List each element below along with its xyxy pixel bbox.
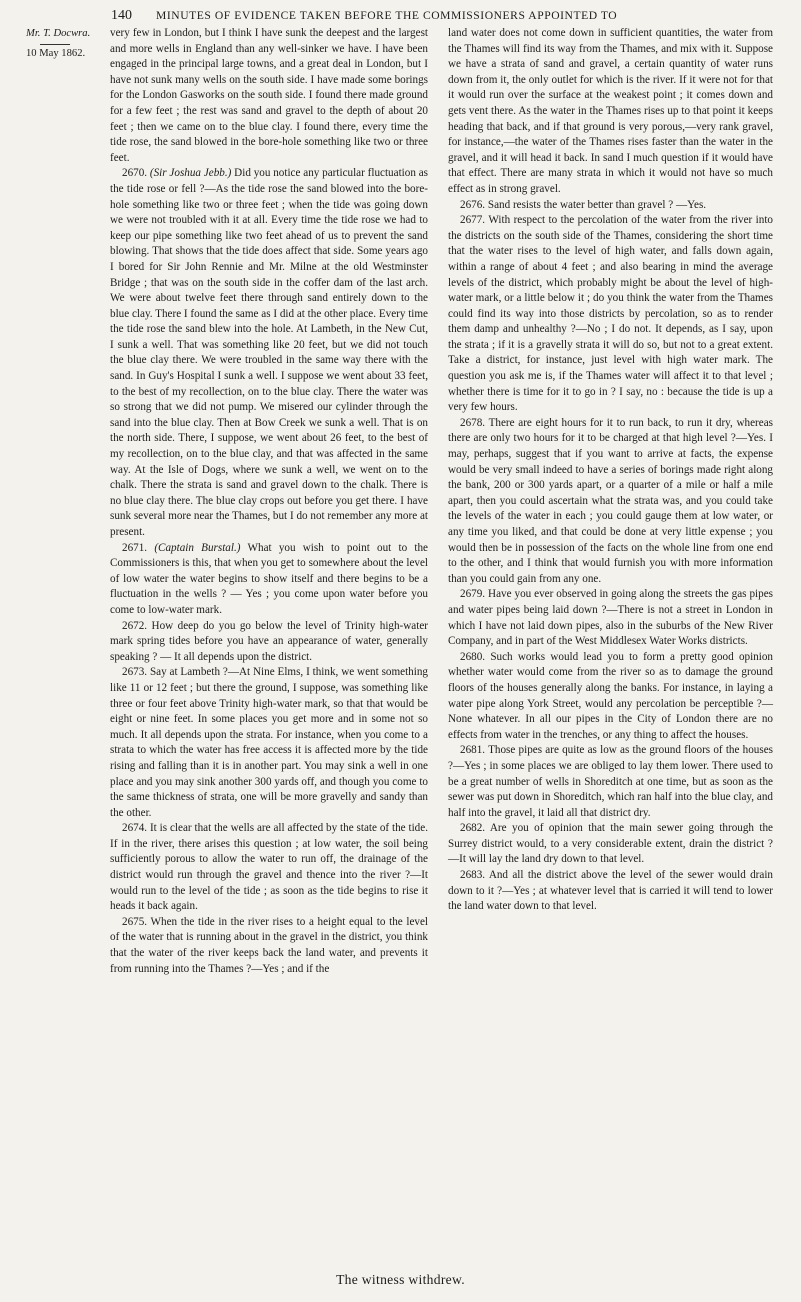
paragraph-text: Such works would lead you to form a pretty good opinion whether water would come from the river so as to damage the ground floors of the houses generally along the banks. For instance, in laying a water pipe along York Street, would any percolation be perceptible ?—None whatever. In all our pipes in the City of London there are no effects from water in the trenches, or any thing to affect the houses. — [448, 650, 773, 741]
question-number: 2679. — [460, 588, 486, 601]
evidence-paragraph — [448, 650, 773, 744]
left-column — [110, 26, 428, 977]
sidenote-date: 10 May 1862. — [26, 48, 86, 59]
paragraph-text: It is clear that the wells are all affected by the state of the tide. If in the river, there arises this question ; at low water, the soil being sufficiently porous to allow the water to run off, the drainage of the district would run through the gravel and thence into the river ?—It would run to the level of the tide ; as soon as the tide begins to rise it heads it back again. — [110, 822, 428, 913]
paragraph-text: Have you ever observed in going along the streets the gas pipes and water pipes being laid down ?—There is not a street in London in which I have not laid down pipes, also in the suburbs of the New River Company, and in part of the West Middlesex Water Works districts. — [448, 588, 773, 648]
evidence-paragraph — [448, 743, 773, 821]
question-number: 2674. — [122, 822, 148, 835]
speaker-name: (Captain Burstal.) — [154, 541, 241, 554]
question-number: 2680. — [460, 650, 486, 663]
question-number: 2681. — [460, 744, 486, 757]
paragraph-text: very few in London, but I think I have sunk the deepest and the largest and more wells in England than any well-sinker we have. I have been engaged in the principal large towns, and a great deal in London, but I have not sunk many wells on the south side. I have made some borings for the London Gasworks on the south side. I found there made ground for a few feet ; the rest was sand and gravel to the depth of about 20 feet ; then we came on to the blue clay. I found there, every time the tide rose, the sand blowed in the bore-hole something like two or three feet. — [110, 27, 428, 164]
question-number: 2673. — [122, 666, 148, 679]
paragraph-text: How deep do you go below the level of Trinity high-water mark spring tides before you have an appearance of water, generally speaking ? — It all depends upon the district. — [110, 619, 428, 663]
paragraph-text: land water does not come down in sufficient quantities, the water from the Thames will find its way from the Thames, and mix with it. Suppose we have a strata of sand and gravel, a certain quantity of water runs down from it, the only outlet for which is the river. If it were not for that it would run over the surface at the weakest point ; it comes down and gets vent there. As the water in the Thames rises up to that point it keeps heading that back, and if that ground is very porous,—very rank gravel, for instance,—the water of the Thames rises faster than the water in the gravel, and it will head it back. In sand I much question if it would have that effect. There are many strata in which it would not have so much effect as in strong gravel. — [448, 27, 773, 195]
question-number: 2672. — [122, 619, 148, 632]
date-sidenote — [26, 41, 92, 61]
evidence-paragraph — [448, 416, 773, 588]
paragraph-text: Did you notice any particular fluctuation as the tide rose or fell ?—As the tide rose the sand blowed into the bore-hole something like two or three feet ; when the tide was going down we were not troubled with it at all. Every time the tide rose we had to keep our pipe something like two feet ahead of us to prevent the sand blowing. That shows that the tide does affect that side. Some years ago I bored for Sir John Rennie and Mr. Milne at the old Westminster Bridge ; that was on the south side in the coffer dam of the last arch. We were about twelve feet there through sand entirely down to the blue clay. There I found the same as I did at the other place. Every time the tide rose the sand blew into the hole. At Lambeth, in the New Cut, I sunk a well. That was something like 20 feet, but we did not touch the blue clay there. We were troubled in the same way there with the sand. In Guy's Hospital I sunk a well. I suppose we went about 33 feet, to the best of my recollection, on to the blue clay. There the water was so strong that we did not pump. We misered our cylinder through the sand into the blue clay. Then at Bow Creek we sunk a well. That is on the north side. There, I suppose, we went about 26 feet, to the best of my recollection, on to the blue clay, and that was affected in the same way. At the Isle of Dogs, where we sunk a well, we went on to the chalk. There the strata is sand and gravel down to the chalk. There is no blue clay there. The blue clay crops out before you get there. I have sunk several more near the Thames, but I do not remember any more at present. — [110, 167, 429, 538]
evidence-paragraph — [448, 26, 773, 198]
witness-sidenote — [26, 26, 92, 41]
question-number: 2670. — [122, 167, 148, 180]
paragraph-text: Are you of opinion that the main sewer going through the Surrey district would, to a very considerable extent, drain the district ?—It will lay the land dry down to that level. — [448, 822, 773, 866]
page-number: 140 — [111, 8, 132, 23]
evidence-paragraph — [110, 541, 428, 619]
paragraph-text: Those pipes are quite as low as the ground floors of the houses ?—Yes ; in some places we are obliged to lay them lower. There used to be a great number of wells in Shoreditch at one time, but as soon as the sewer was put down in Shoreditch, which ran half into the blue clay, and half into the gravel, it laid all that district dry. — [448, 744, 773, 819]
paragraph-text: With respect to the percolation of the water from the river into the districts on the south side of the Thames, considering the short time that the water rises to the level of high water, and falls down again, within a range of about 4 feet ; and also bearing in mind the average levels of the district, which probably might be about the level of high-water mark, or a little below it ; do you think the water from the Thames could find its way into those districts by percolation, so as to render them damp and unhealthy ?—No ; I do not. It depends, as I say, upon the strata ; if it is a gravelly strata it will do so, but not to a great extent. Take a district, for instance, just level with high water mark. The question you ask me is, if the Thames water will affect it to that level ; whether there is time for it to go in ? I say, no : because the tide is up a very few hours. — [448, 214, 774, 414]
paragraph-text: Sand resists the water better than gravel ? —Yes. — [487, 198, 707, 211]
evidence-paragraph — [110, 26, 428, 166]
paragraph-text: And all the district above the level of the sewer would drain down to it ?—Yes ; at whatever level that is carried it will tend to lower the land water down to that level. — [448, 869, 773, 913]
evidence-paragraph — [110, 915, 428, 977]
paragraph-text: Say at Lambeth ?—At Nine Elms, I think, we went something like 11 or 12 feet ; but there the ground, I suppose, was something like three or four feet above Trinity high-water mark, so that that would be eight or nine feet. In some places you get more and in some not so much. It all depends upon the strata. For instance, when you come to a strata to which the water has free access it is affected more by the tide rising and falling than it is in another part. You may sink a well in one place and you may sink another 300 yards off, and though you come to the same thickness of strata, one will be more gravelly and sandy than the other. — [110, 666, 428, 819]
question-number: 2677. — [460, 214, 486, 227]
speaker-name: (Sir Joshua Jebb.) — [149, 167, 232, 180]
witness-name: Mr. T. Docwra. — [26, 28, 91, 39]
evidence-paragraph — [448, 213, 773, 416]
right-column — [448, 26, 773, 915]
question-number: 2671. — [122, 541, 148, 554]
evidence-paragraph — [110, 821, 428, 915]
witness-withdrew: The witness withdrew. — [336, 1272, 465, 1287]
paragraph-text: There are eight hours for it to run back, to run it dry, whereas there are only two hours for it to be charged at that high level ?—Yes. I may, perhaps, suggest that if you want to arrive at facts, the expense would be very small indeed to have a series of borings made right along the bank, 200 or 300 yards apart, or a quarter of a mile or half a mile apart, then you could ascertain what the strata was, and you could take the levels of the water in each ; you could gauge them at low water, or any time you liked, and that could be done at very little expense ; you would then be in possession of the facts on the whole line from one end to the other, and I think that would furnish you with more information than you could gain from any one. — [448, 416, 773, 585]
evidence-paragraph — [448, 198, 773, 214]
question-number: 2682. — [460, 822, 486, 835]
evidence-paragraph — [448, 868, 773, 915]
running-title: MINUTES OF EVIDENCE TAKEN BEFORE THE COMMISSIONERS APPOINTED TO — [156, 9, 618, 22]
question-number: 2678. — [460, 416, 486, 429]
question-number: 2683. — [460, 869, 486, 882]
paragraph-text: What you wish to point out to the Commissioners is this, that when you get to somewhere about the level of low water the water begins to show itself and there begins to be a fluctuation in the wells ? — Yes ; you come upon water before you come to low-water mark. — [110, 541, 428, 616]
question-number: 2676. — [460, 198, 486, 211]
evidence-paragraph — [110, 166, 428, 540]
evidence-paragraph — [448, 587, 773, 649]
evidence-paragraph — [110, 665, 428, 821]
evidence-paragraph — [110, 619, 428, 666]
evidence-paragraph — [448, 821, 773, 868]
question-number: 2675. — [122, 915, 148, 928]
paragraph-text: When the tide in the river rises to a height equal to the level of the water that is running about in the gravel in the district, you think that the water of the river keeps back the land water, and prevents it from running into the Thames ?—Yes ; and if the — [110, 915, 429, 975]
sidenote-rule — [40, 44, 70, 45]
